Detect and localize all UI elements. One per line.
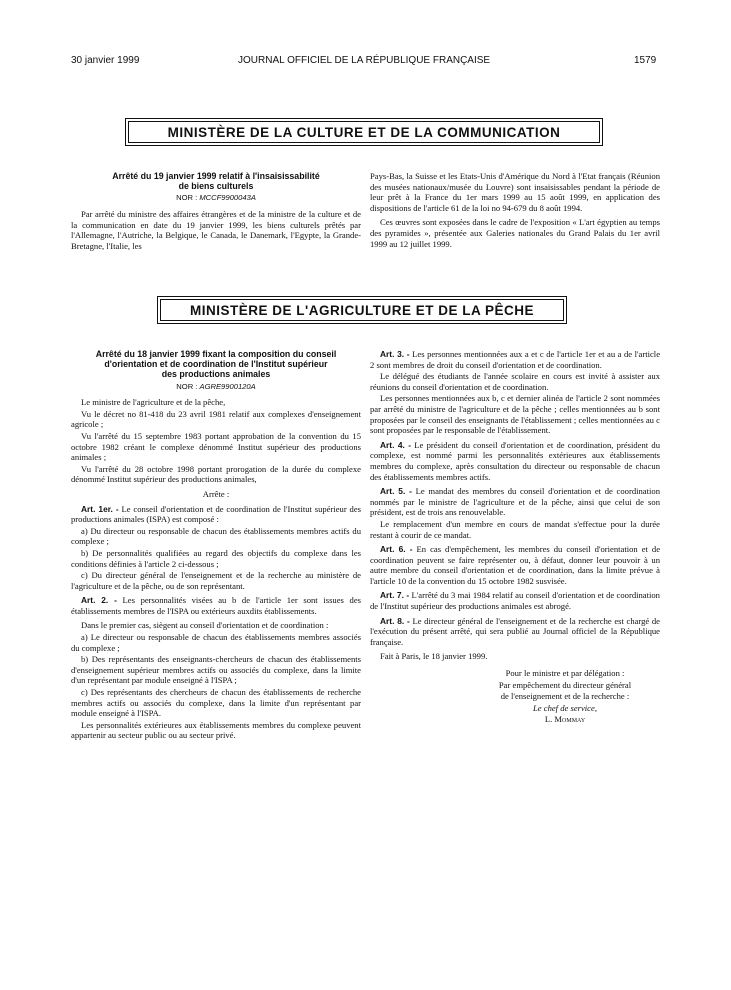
article-2: Art. 2. - Les personnalités visées au b de l'article 1er sont issues des établissements membres de l'ISPA ou extérieurs auxdits établissements. [71, 595, 361, 616]
article-5: Art. 5. - Le mandat des membres du conseil d'orientation et de coordination nommés par le ministre de l'agriculture et de la pêche, ainsi que celui de son président, est de trois ans renouvelable. [370, 486, 660, 518]
agriculture-left-column [71, 349, 361, 742]
culture-paragraph-2: Ces œuvres sont exposées dans le cadre de l'exposition « L'art égyptien au temps des pyramides », présentée aux Galeries nationales du Grand Palais du 1er avril 1999 au 12 juillet 1999. [370, 217, 660, 249]
header-date: 30 janvier 1999 [71, 55, 140, 66]
article-2-paragraph-1: Dans le premier cas, siègent au conseil d'orientation et de coordination : [81, 620, 329, 631]
culture-arrete-title: Arrêté du 19 janvier 1999 relatif à l'insaisissabilité de biens culturels [112, 171, 320, 192]
article-3: Art. 3. - Les personnes mentionnées aux a et c de l'article 1er et au a de l'article 2 sont membres de droit du conseil d'orientation et de coordination. [370, 349, 661, 370]
ministry-agriculture-title: MINISTÈRE DE L'AGRICULTURE ET DE LA PÊCHE [160, 299, 564, 321]
article-6: Art. 6. - En cas d'empêchement, les membres du conseil d'orientation et de coordination peuvent se faire représenter ou, à défaut, donner leur pouvoir à un autre membre du conseil d'orientation et de coordination, dans la limite prévue à l'article 10 de la convention du 15 octobre 1982 susvisée. [370, 544, 661, 586]
visa-minister: Le ministre de l'agriculture et de la pêche, [81, 397, 226, 408]
visa-1: Vu le décret no 81-418 du 23 avril 1981 relatif aux complexes d'enseignement agricole ; [71, 408, 361, 430]
article-3-paragraph-2: Les personnes mentionnées aux b, c et dernier alinéa de l'article 2 sont nommées par arrêté du ministre de l'agriculture et de la pêche ; celles mentionnées au b sont proposées par le conseil des enseignants de l'établissement ; celles mentionnées au c sont proposées par le responsable de l'établissement. [370, 393, 660, 436]
arrete-label: Arrête : [202, 488, 230, 499]
article-1-c: c) Du directeur général de l'enseignement et de la recherche au ministère de l'agriculture et de la pêche, ou de son représentant. [71, 570, 361, 591]
visa-3: Vu l'arrêté du 28 octobre 1998 portant prorogation de la durée du complexe dénommé Institut supérieur des productions animales, [71, 463, 361, 485]
visa-2: Vu l'arrêté du 15 septembre 1983 portant approbation de la convention du 15 octobre 1982 créant le complexe dénommé Institut supérieur des productions animales ; [71, 430, 361, 463]
article-2-paragraph-2: Les personnalités extérieures aux établissements membres du complexe peuvent appartenir au secteur public ou au secteur privé. [71, 719, 361, 741]
culture-paragraph-1-cont: Pays-Bas, la Suisse et les Etats-Unis d'Amérique du Nord à l'Etat français (Réunion des musées nationaux/musée du Louvre) sont insaisissables pendant la période de leur prêt à la France du 1er mars 1999 au 15 août 1999, en application des dispositions de l'article 61 de la loi no 94-679 du 8 août 1994. [370, 171, 660, 213]
article-2-b: b) Des représentants des enseignants-chercheurs de chacun des établissements d'enseignement supérieur membres actifs ou associés du complexe, dans la limite d'un représentant par module enseigné à l'ISPA ; [71, 654, 361, 686]
ministry-agriculture-box [157, 296, 567, 324]
culture-paragraph-1: Par arrêté du ministre des affaires étrangères et de la ministre de la culture et de la communication en date du 19 janvier 1999, les biens culturels prêtés par l'Allemagne, l'Autriche, la Belgique, le Canada, le Danemark, l'Egypte, la Grande-Bretagne, l'Italie, les [71, 209, 361, 251]
article-7: Art. 7. - L'arrêté du 3 mai 1984 relatif au conseil d'orientation et de coordination de l'Institut supérieur des productions animales est abrogé. [370, 590, 660, 612]
header-journal-title: JOURNAL OFFICIEL DE LA RÉPUBLIQUE FRANÇAISE [238, 55, 491, 66]
ministry-culture-box [125, 118, 603, 146]
signature-date: Fait à Paris, le 18 janvier 1999. [380, 651, 488, 662]
header-page-number: 1579 [634, 55, 657, 66]
culture-left-column [71, 171, 361, 252]
signatory-name: L. Mommay [544, 714, 586, 725]
culture-right-column [370, 171, 660, 250]
culture-nor: NOR : MCCF9900043A [176, 193, 256, 203]
article-4: Art. 4. - Le président du conseil d'orientation et de coordination, président du complexe, est nommé parmi les personnalités extérieures aux établissements membres du complexe, après consultation du directeur ou responsable de chacun des établissements membres actifs. [370, 439, 660, 482]
article-1-b: b) De personnalités qualifiées au regard des objectifs du complexe dans les conditions définies à l'article 2 ci-dessous ; [71, 547, 361, 569]
ministry-culture-title: MINISTÈRE DE LA CULTURE ET DE LA COMMUNICATION [128, 121, 600, 143]
agriculture-arrete-title: Arrêté du 18 janvier 1999 fixant la composition du conseil d'orientation et de coordination de l'Institut supérieur des productions animales [95, 349, 337, 380]
article-3-paragraph-1: Le délégué des étudiants de l'année scolaire en cours est invité à assister aux réunions du conseil d'orientation et de coordination. [370, 371, 660, 392]
article-2-c: c) Des représentants des chercheurs de chacun des établissements de recherche membres actifs ou associés du complexe, dans la limite d'un représentant par module enseigné à l'ISPA. [71, 687, 361, 719]
article-8: Art. 8. - Le directeur général de l'enseignement et de la recherche est chargé de l'exécution du présent arrêté, qui sera publié au Journal officiel de la République française. [370, 615, 660, 647]
signature-block: Pour le ministre et par délégation : Par empêchement du directeur général de l'enseignement et de la recherche : Le chef de service, L. Mommay [470, 668, 660, 725]
article-1-a: a) Du directeur ou responsable de chacun des établissements membres actifs du complexe ; [71, 525, 361, 547]
agriculture-right-column [370, 349, 660, 726]
article-5-paragraph-1: Le remplacement d'un membre en cours de mandat s'effectue pour la durée restant à courir de ce mandat. [370, 518, 660, 540]
article-1: Art. 1er. - Le conseil d'orientation et de coordination de l'Institut supérieur des productions animales (ISPA) est composé : [71, 503, 361, 525]
article-2-a: a) Le directeur ou responsable de chacun des établissements membres associés du complexe ; [71, 632, 361, 653]
agriculture-nor: NOR : AGRE9900120A [176, 381, 256, 391]
